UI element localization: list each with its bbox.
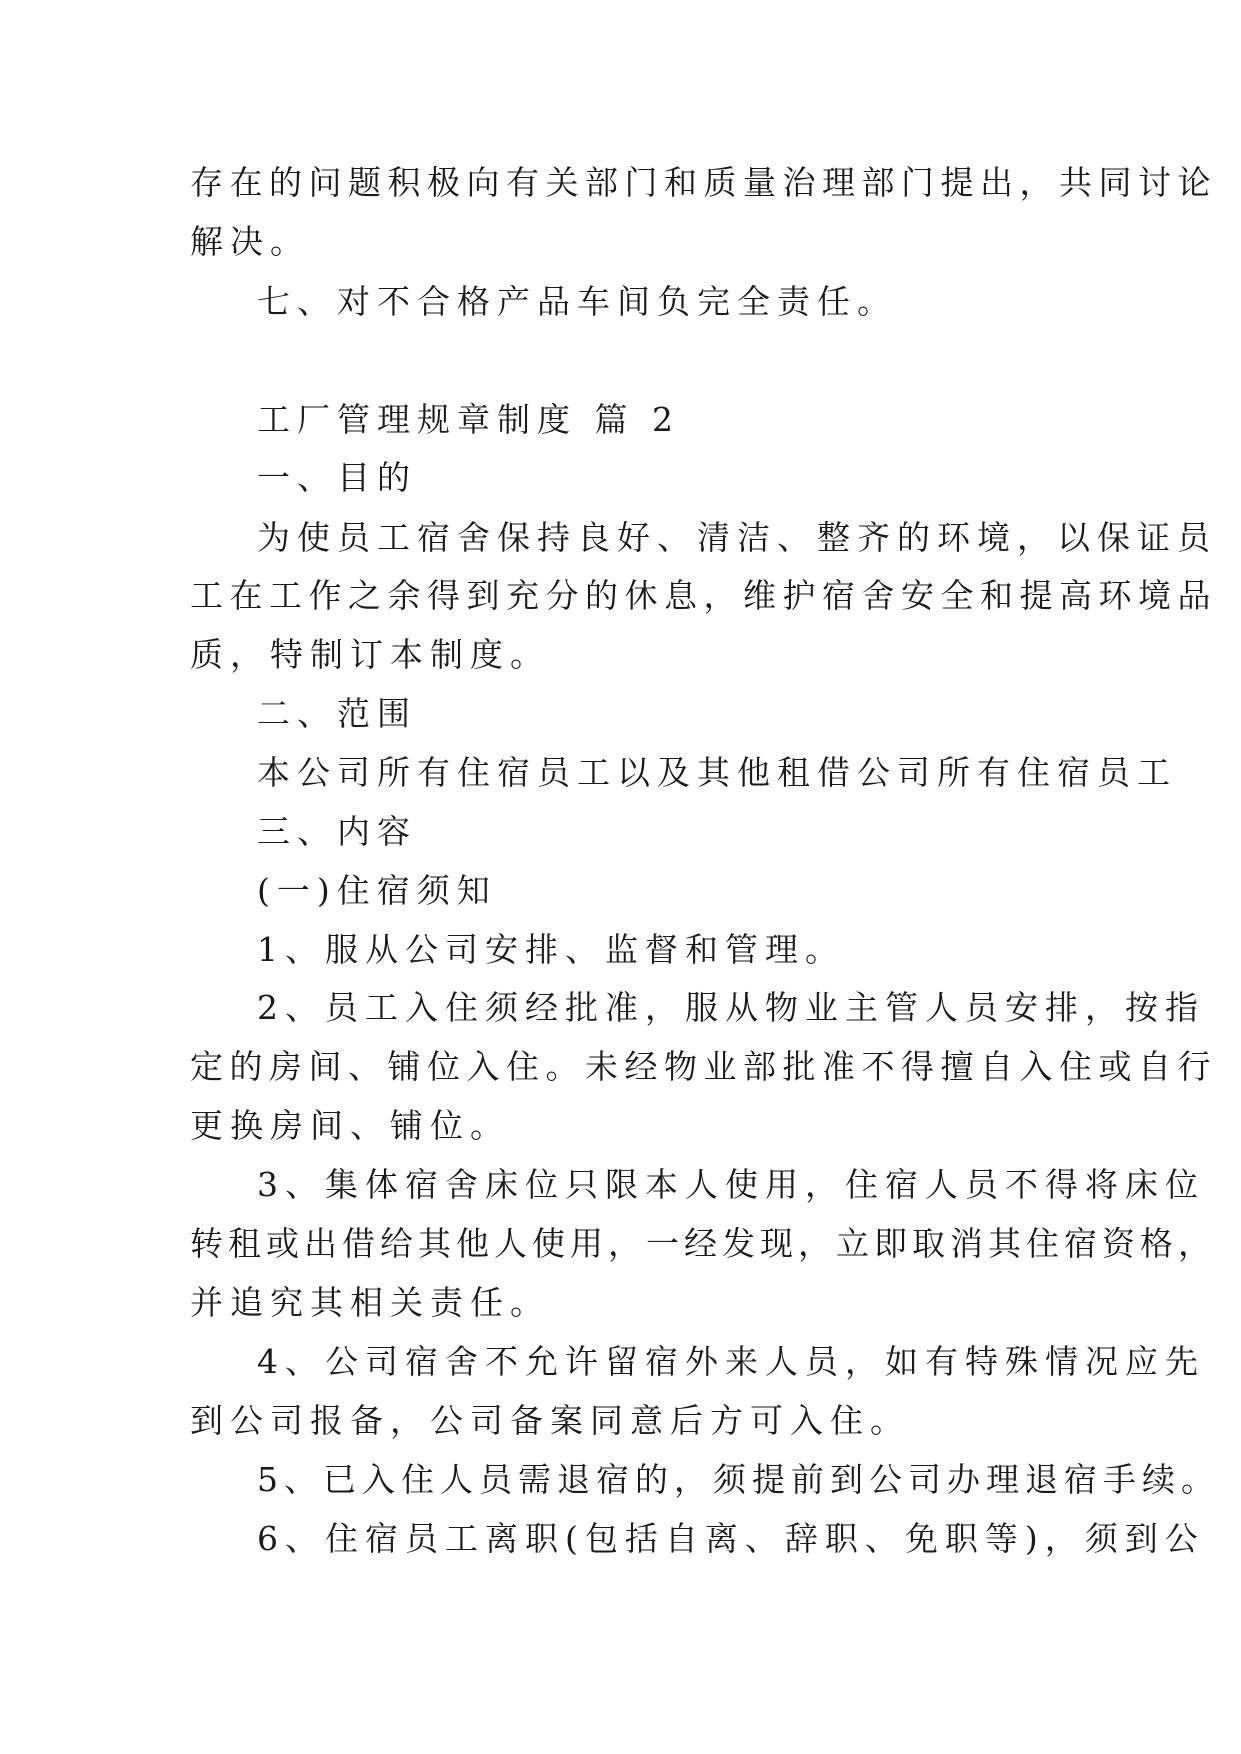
text-line: 三、内容 (257, 812, 417, 851)
text-line: 并追究其相关责任。 (190, 1283, 550, 1322)
text-line: 到公司报备，公司备案同意后方可入住。 (190, 1401, 910, 1440)
text-line: 质，特制订本制度。 (190, 635, 550, 674)
text-line: 更换房间、铺位。 (190, 1106, 510, 1145)
section-heading: 工厂管理规章制度 篇 2 (257, 400, 680, 439)
text-line: 存在的问题积极向有关部门和质量治理部门提出，共同讨论 (190, 163, 1217, 202)
text-line: 一、目的 (257, 458, 417, 497)
text-line: 5、已入住人员需退宿的，须提前到公司办理退宿手续。 (257, 1460, 1220, 1499)
text-line: 6、住宿员工离职(包括自离、辞职、免职等)，须到公 (257, 1519, 1205, 1558)
text-line: (一)住宿须知 (257, 871, 497, 910)
text-line: 本公司所有住宿员工以及其他租借公司所有住宿员工 (257, 753, 1177, 792)
text-line: 4、公司宿舍不允许留宿外来人员，如有特殊情况应先 (257, 1342, 1205, 1381)
text-line: 二、范围 (257, 694, 417, 733)
text-line: 定的房间、铺位入住。未经物业部批准不得擅自入住或自行 (190, 1047, 1217, 1086)
text-line: 2、员工入住须经批准，服从物业主管人员安排，按指 (257, 988, 1205, 1027)
text-line: 七、对不合格产品车间负完全责任。 (257, 282, 897, 321)
text-line: 解决。 (190, 222, 310, 261)
text-line: 工在工作之余得到充分的休息，维护宿舍安全和提高环境品 (190, 576, 1217, 615)
text-line: 转租或出借给其他人使用，一经发现，立即取消其住宿资格， (190, 1224, 1216, 1263)
text-line: 为使员工宿舍保持良好、清洁、整齐的环境，以保证员 (257, 518, 1217, 557)
text-line: 3、集体宿舍床位只限本人使用，住宿人员不得将床位 (257, 1165, 1205, 1204)
text-line: 1、服从公司安排、监督和管理。 (257, 930, 845, 969)
